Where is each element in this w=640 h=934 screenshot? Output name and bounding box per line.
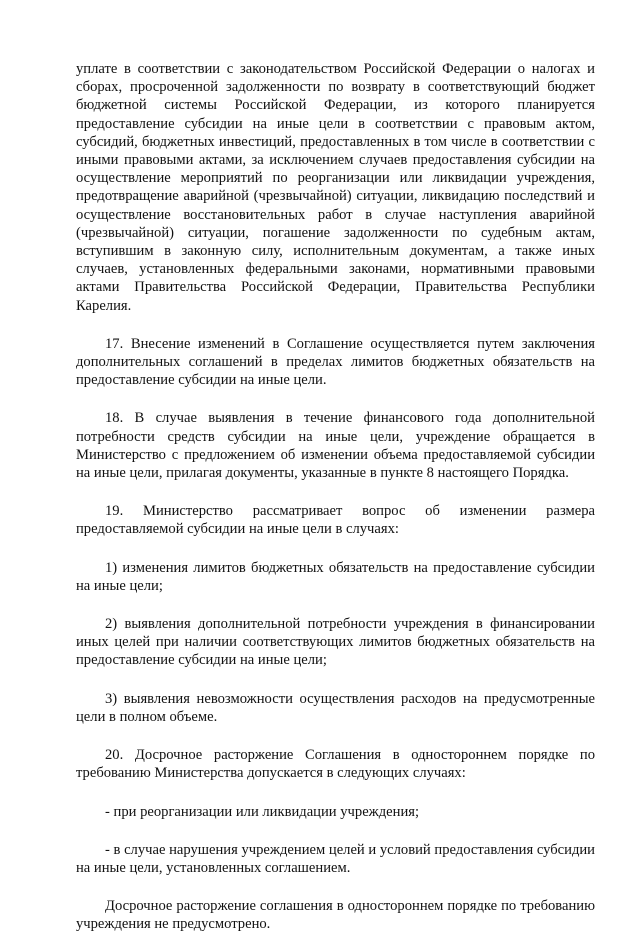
- list-item-1: 1) изменения лимитов бюджетных обязательств на предоставление субсидии на иные цели;: [76, 559, 595, 594]
- paragraph-20: 20. Досрочное расторжение Соглашения в одностороннем порядке по требованию Министерства допускается в следующих случаях:: [76, 747, 595, 782]
- paragraph-17: 17. Внесение изменений в Соглашение осуществляется путем заключения дополнительных соглашений в пределах лимитов бюджетных обязательств на предоставление субсидии на иные цели.: [76, 335, 595, 389]
- list-item-3: 3) выявления невозможности осуществления расходов на предусмотренные цели в полном объеме.: [76, 690, 595, 725]
- paragraph-19: 19. Министерство рассматривает вопрос об изменении размера предоставляемой субсидии на иные цели в случаях:: [76, 503, 595, 538]
- paragraph-18: 18. В случае выявления в течение финансового года дополнительной потребности средств субсидии на иные цели, учреждение обращается в Министерство с предложением об изменении объема предоставляемой субсидии на иные цели, прилагая документы, указанные в пункте 8 настоящего Порядка.: [76, 410, 595, 482]
- document-page: [76, 60, 595, 934]
- dash-item-1: - при реорганизации или ликвидации учреждения;: [105, 803, 420, 820]
- paragraph-continuation: уплате в соответствии с законодательством Российской Федерации о налогах и сборах, просроченной задолженности по возврату в соответствующий бюджет бюджетной системы Российской Федерации, из которого планируется предоставление субсидии на иные цели в соответствии с правовым актом, субсидий, бюджетных инвестиций, предоставленных в том числе в соответствии с иными правовыми актами, за исключением случаев предоставления субсидии на осуществление мероприятий по реорганизации или ликвидации учреждения, предотвращение аварийной (чрезвычайной) ситуации, ликвидацию последствий и осуществление восстановительных работ в случае наступления аварийной (чрезвычайной) ситуации, погашение задолженности по судебным актам, вступившим в законную силу, исполнительным документам, а также иных случаев, установленных федеральными законами, нормативными правовыми актами Правительства Российской Федерации, Правительства Республики Карелия.: [76, 61, 595, 314]
- list-item-2: 2) выявления дополнительной потребности учреждения в финансировании иных целей при наличии соответствующих лимитов бюджетных обязательств на предоставление субсидии на иные цели;: [76, 616, 595, 669]
- dash-item-2: - в случае нарушения учреждением целей и условий предоставления субсидии на иные цели, установленных соглашением.: [76, 841, 595, 876]
- paragraph-final: Досрочное расторжение соглашения в одностороннем порядке по требованию учреждения не предусмотрено.: [76, 898, 595, 933]
